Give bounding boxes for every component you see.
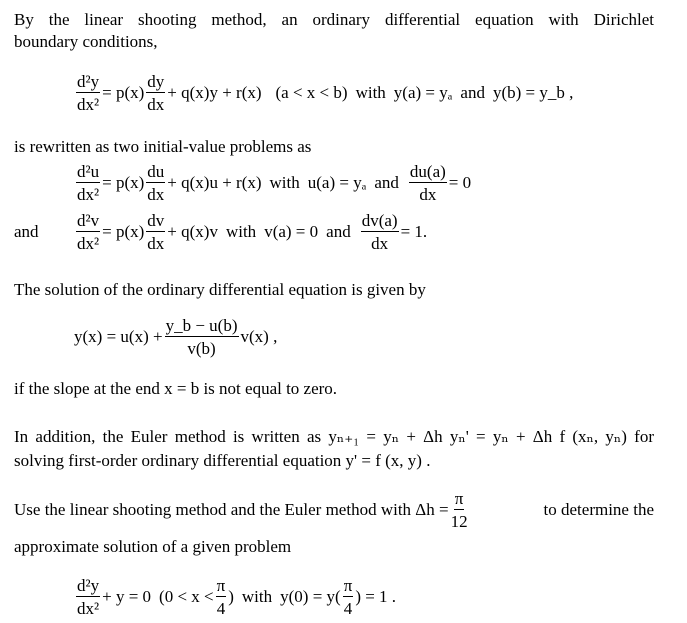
fraction-pi-12 (451, 490, 468, 530)
eq-text: v(x) , (240, 327, 278, 346)
frac-den: dx (419, 185, 437, 204)
use-line-left (14, 490, 470, 530)
eq-range-a: (0 < x < (159, 587, 214, 606)
frac-num: dy (147, 72, 165, 91)
approx-text: approximate solution of a given problem (14, 537, 292, 556)
fraction-du-a-dx (409, 163, 447, 203)
frac-den: dx² (77, 185, 100, 204)
and-label: and (14, 222, 39, 241)
frac-den: 4 (216, 599, 226, 618)
fraction-pi-4-cond (343, 577, 354, 617)
frac-num: d²v (77, 211, 100, 230)
equation-solution (74, 312, 277, 362)
fraction-d2u-dx2 (76, 163, 100, 203)
eq-and: and (460, 83, 485, 102)
frac-den: v(b) (187, 339, 216, 358)
use-text-a: Use the linear shooting method and the Euler method with Δh = (14, 500, 449, 519)
boundary-condition-b: y(b) = y_b , (492, 83, 574, 102)
rewritten-text: is rewritten as two initial-value problems as (14, 137, 312, 156)
frac-den: dx² (77, 234, 100, 253)
fraction-pi-4 (216, 577, 227, 617)
fraction-dy-dx (146, 73, 165, 113)
frac-num: d²y (77, 576, 100, 595)
eq-text: = 0 (448, 173, 472, 192)
fraction-yb-ub-vb (165, 317, 239, 357)
frac-num: d²y (77, 72, 100, 91)
eq-with: with (355, 83, 386, 102)
eq-text: = p(x) (102, 173, 145, 192)
initial-condition-v: v(a) = 0 (264, 222, 319, 241)
eq-text: + q(x)v (167, 222, 218, 241)
use-text-b: to determine the (543, 500, 654, 519)
eq-text: = p(x) (102, 83, 145, 102)
frac-num: d²u (77, 162, 100, 181)
fraction-d2y-dx2 (76, 73, 100, 113)
eq-with: with (269, 173, 300, 192)
eq-cond-b: ) = 1 . (355, 587, 397, 606)
equation-problem (74, 572, 396, 622)
equation-u (74, 158, 471, 208)
fraction-du-dx (146, 163, 165, 203)
frac-num: du (147, 162, 165, 181)
fraction-dv-a-dx (361, 212, 399, 252)
euler-line-1: In addition, the Euler method is written as yₙ₊₁ = yₙ + Δh yₙ' = yₙ + Δh f (xₙ, yₙ) for (14, 427, 654, 446)
boundary-condition-a: y(a) = yₐ (393, 83, 453, 102)
intro-line-2: boundary conditions, (14, 32, 158, 51)
eq-text: = 1. (400, 222, 428, 241)
eq-with: with (225, 222, 257, 241)
frac-num: dv(a) (361, 211, 398, 230)
frac-den: dx² (77, 599, 100, 618)
slope-text: if the slope at the end x = b is not equal to zero. (14, 379, 338, 398)
frac-den: 12 (450, 512, 468, 531)
frac-den: dx² (77, 95, 100, 114)
eq-text: = p(x) (102, 222, 145, 241)
eq-with: with (241, 587, 273, 606)
eq-and: and (326, 222, 351, 241)
frac-num: π (216, 576, 226, 595)
frac-num: π (343, 576, 353, 595)
frac-den: dx (147, 95, 165, 114)
eq-text: y(x) = u(x) + (74, 327, 163, 346)
fraction-d2v-dx2 (76, 212, 100, 252)
fraction-dv-dx (146, 212, 165, 252)
frac-den: dx (371, 234, 389, 253)
eq-range: (a < x < b) (275, 83, 348, 102)
intro-line-1: By the linear shooting method, an ordinary differential equation with Dirichlet (14, 10, 654, 29)
euler-line-2: solving first-order ordinary differential equation y' = f (x, y) . (14, 451, 431, 470)
fraction-d2y-dx2 (76, 577, 100, 617)
eq-range-b: ) (228, 587, 234, 606)
eq-text: + q(x)y + r(x) (167, 83, 262, 102)
equation-v (74, 207, 427, 257)
frac-num: y_b − u(b) (165, 316, 238, 335)
frac-den: dx (147, 234, 165, 253)
eq-and: and (374, 173, 399, 192)
equation-ode (74, 68, 573, 118)
solution-text: The solution of the ordinary differential equation is given by (14, 280, 426, 299)
initial-condition-u: u(a) = yₐ (307, 173, 367, 192)
frac-den: 4 (343, 599, 353, 618)
frac-num: dv (147, 211, 165, 230)
eq-text: + y = 0 (102, 587, 152, 606)
frac-den: dx (147, 185, 165, 204)
frac-num: du(a) (409, 162, 446, 181)
eq-text: + q(x)u + r(x) (167, 173, 262, 192)
frac-num: π (454, 489, 464, 508)
eq-cond-a: y(0) = y( (280, 587, 341, 606)
use-line (14, 488, 654, 532)
